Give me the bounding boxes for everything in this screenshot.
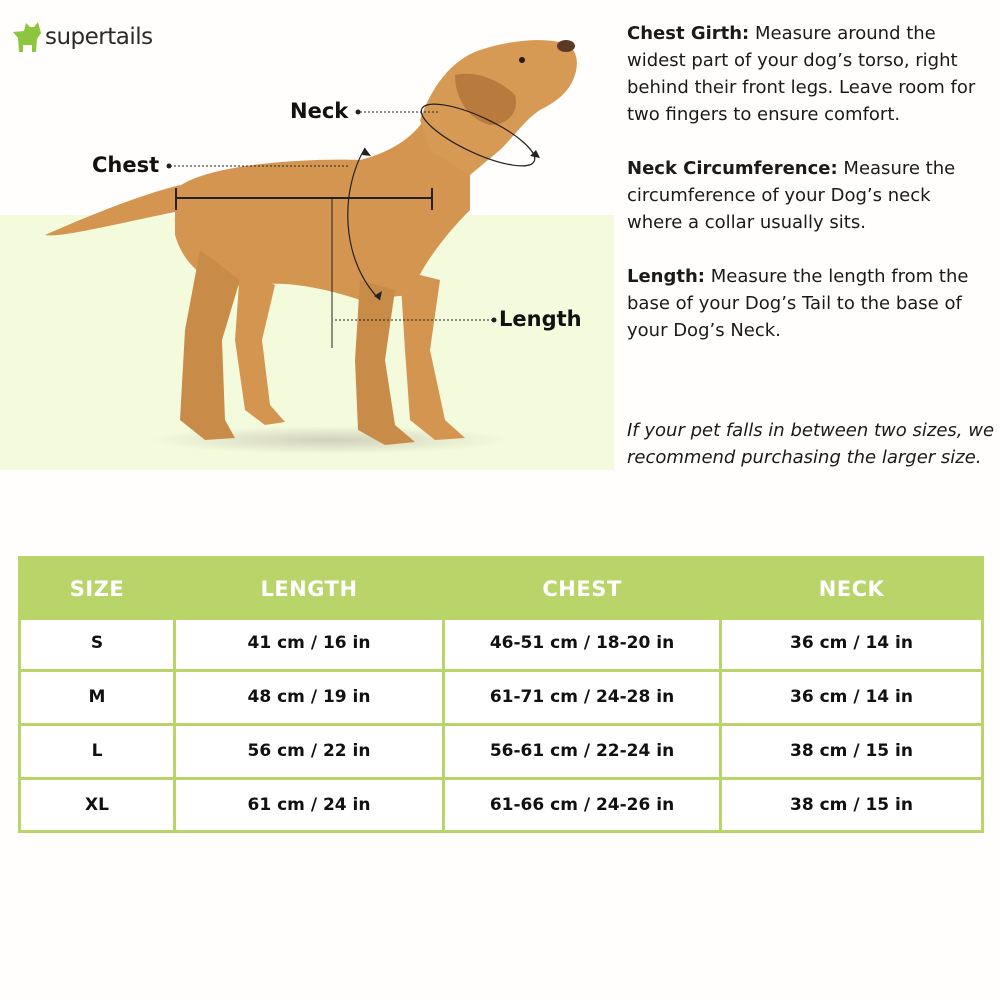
neck-circumference-title: Neck Circumference: (627, 158, 838, 179)
size-recommendation-note: If your pet falls in between two sizes, we recommend purchasing the larger size. (627, 420, 995, 468)
table-cell-chest: 56-61 cm / 22-24 in (489, 741, 675, 761)
table-cell-length: 56 cm / 22 in (247, 741, 371, 761)
length-label: Length (499, 307, 582, 331)
table-cell-length: 48 cm / 19 in (247, 687, 371, 707)
table-cell-size: L (91, 741, 103, 761)
table-cell-neck: 38 cm / 15 in (790, 741, 913, 761)
header-length: LENGTH (260, 577, 358, 601)
size-chart-table (18, 556, 984, 833)
table-cell-size: XL (85, 795, 109, 815)
table-cell-length: 41 cm / 16 in (247, 633, 371, 653)
length-info (627, 263, 989, 344)
chest-girth-info (627, 20, 989, 128)
logo-text: supertails (45, 24, 153, 50)
header-chest: CHEST (542, 577, 622, 601)
table-cell-chest: 46-51 cm / 18-20 in (489, 633, 675, 653)
table-cell-size: S (90, 633, 104, 653)
table-cell-neck: 36 cm / 14 in (790, 687, 913, 707)
table-cell-neck: 38 cm / 15 in (790, 795, 913, 815)
length-text: Measure the length from the base of your Dog’s Tail to the base of your Dog’s Neck. (627, 266, 969, 341)
table-cell-length: 61 cm / 24 in (247, 795, 371, 815)
header-neck: NECK (818, 577, 885, 601)
table-cell-neck: 36 cm / 14 in (790, 633, 913, 653)
header-size: SIZE (69, 577, 125, 601)
table-cell-chest: 61-71 cm / 24-28 in (489, 687, 675, 707)
neck-label: Neck (290, 99, 349, 123)
chest-label: Chest (92, 153, 160, 177)
chest-girth-text: Measure around the widest part of your dog’s torso, right behind their front legs. Leave room for two fingers to ensure comfort. (627, 23, 976, 125)
length-title: Length: (627, 266, 705, 287)
table-cell-size: M (88, 687, 106, 707)
neck-circumference-info (627, 155, 989, 236)
neck-circumference-text: Measure the circumference of your Dog’s neck where a collar usually sits. (627, 158, 956, 233)
table-cell-chest: 61-66 cm / 24-26 in (489, 795, 675, 815)
chest-girth-title: Chest Girth: (627, 23, 750, 44)
dog-illustration (0, 0, 620, 480)
